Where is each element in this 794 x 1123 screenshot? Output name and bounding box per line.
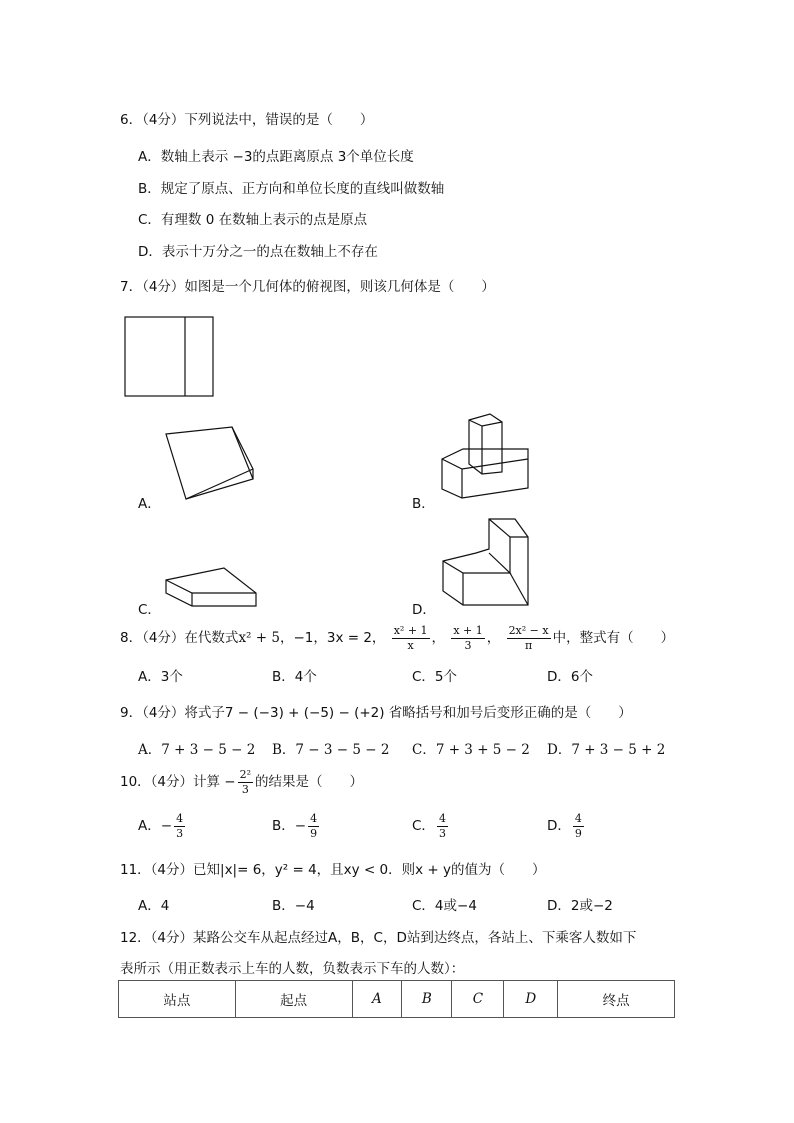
q10-suffix: 的结果是（ ） — [255, 774, 364, 790]
q7-label-d: D． — [412, 602, 436, 618]
option-c-slab-figure — [160, 560, 260, 610]
table-header-cell: 终点 — [558, 981, 675, 1018]
q6-option-c: C．有理数 0 在数轴上表示的点是原点 — [138, 212, 368, 228]
q12-stem-line-2: 表所示（用正数表示上车的人数，负数表示下车的人数）： — [120, 961, 465, 977]
table-row — [119, 981, 675, 1018]
q7-label-a: A． — [138, 496, 161, 512]
top-view-figure — [120, 312, 220, 404]
q8-fraction-2: $\frac{x + 1}{3}$ — [453, 623, 483, 652]
q6-stem: 6．（4分）下列说法中，错误的是（ ） — [120, 112, 374, 128]
q9-option-c: C．7 + 3 + 5 − 2 — [412, 742, 530, 758]
table-header-cell: 站点 — [119, 981, 236, 1018]
q8-option-c: C．5个 — [412, 669, 458, 685]
table-header-cell: D — [504, 981, 558, 1018]
q7-label-c: C． — [138, 602, 161, 618]
option-a-wedge-figure — [160, 420, 260, 502]
q8-separator: ，−1，3x = 2， — [279, 630, 386, 646]
table-header-cell: C — [452, 981, 504, 1018]
q8-option-b: B．4个 — [272, 669, 317, 685]
q11-option-c: C．4或−4 — [412, 898, 477, 914]
q10-stem — [120, 762, 363, 802]
q10-option-d: D． $\frac{4}{9}$ — [547, 811, 582, 840]
table-header-cell: A — [352, 981, 402, 1018]
q8-stem: 8．（4分）在代数式x² + 5，−1，3x = 2， $\frac{\text{x² + 1}}{x}$ ， $\frac{x + 1}{3}$ ， $\frac{\text{2x² − x}}{\pi}$ 中，整式有（ ） — [120, 623, 675, 652]
q9-option-d: D．7 + 3 − 5 + 2 — [547, 742, 666, 758]
q6-option-b: B．规定了原点、正方向和单位长度的直线叫做数轴 — [138, 181, 445, 197]
q11-option-a: A．4 — [138, 898, 170, 914]
q9-stem: 9．（4分）将式子7 − (−3) + (−5) − (+2) 省略括号和加号后变形正确的是（ ） — [120, 705, 632, 721]
q8-expr-1: x² + 5 — [238, 630, 280, 646]
q6-option-a: A．数轴上表示 −3的点距离原点 3个单位长度 — [138, 149, 414, 165]
q10-fraction: $\frac{\text{2²}}{3}$ — [239, 767, 252, 796]
q10-option-c: C． $\frac{4}{3}$ — [412, 811, 446, 840]
q10-option-a: A．− $\frac{4}{3}$ — [138, 811, 184, 840]
q8-prefix: 8．（4分）在代数式 — [120, 630, 239, 646]
q11-stem: 11．（4分）已知|x|= 6，y² = 4，且xy < 0．则x + y的值为（ ） — [120, 862, 546, 878]
q8-fraction-1: $\frac{\text{x² + 1}}{x}$ — [393, 623, 428, 652]
option-d-l-shape-figure — [435, 515, 535, 611]
q10-prefix: 10．（4分）计算 − — [120, 774, 236, 790]
q11-option-d: D．2或−2 — [547, 898, 613, 914]
q11-option-b: B．−4 — [272, 898, 315, 914]
q10-option-b: B．− $\frac{4}{9}$ — [272, 811, 318, 840]
q9-option-b: B．7 − 3 − 5 − 2 — [272, 742, 390, 758]
q12-table — [118, 980, 675, 1018]
q6-option-d: D．表示十万分之一的点在数轴上不存在 — [138, 244, 378, 260]
table-header-cell: 起点 — [235, 981, 352, 1018]
q8-fraction-3: $\frac{\text{2x² − x}}{\pi}$ — [508, 623, 549, 652]
q7-label-b: B． — [412, 496, 435, 512]
option-b-block-on-slab-figure — [435, 412, 535, 504]
q8-option-a: A．3个 — [138, 669, 183, 685]
q8-suffix: 中，整式有（ ） — [552, 630, 675, 646]
q9-option-a: A．7 + 3 − 5 − 2 — [138, 742, 256, 758]
q12-stem-line-1: 12．（4分）某路公交车从起点经过A，B，C，D站到达终点，各站上、下乘客人数如下 — [120, 930, 637, 946]
q8-option-d: D．6个 — [547, 669, 593, 685]
table-header-cell: B — [402, 981, 452, 1018]
q7-stem: 7．（4分）如图是一个几何体的俯视图，则该几何体是（ ） — [120, 279, 495, 295]
